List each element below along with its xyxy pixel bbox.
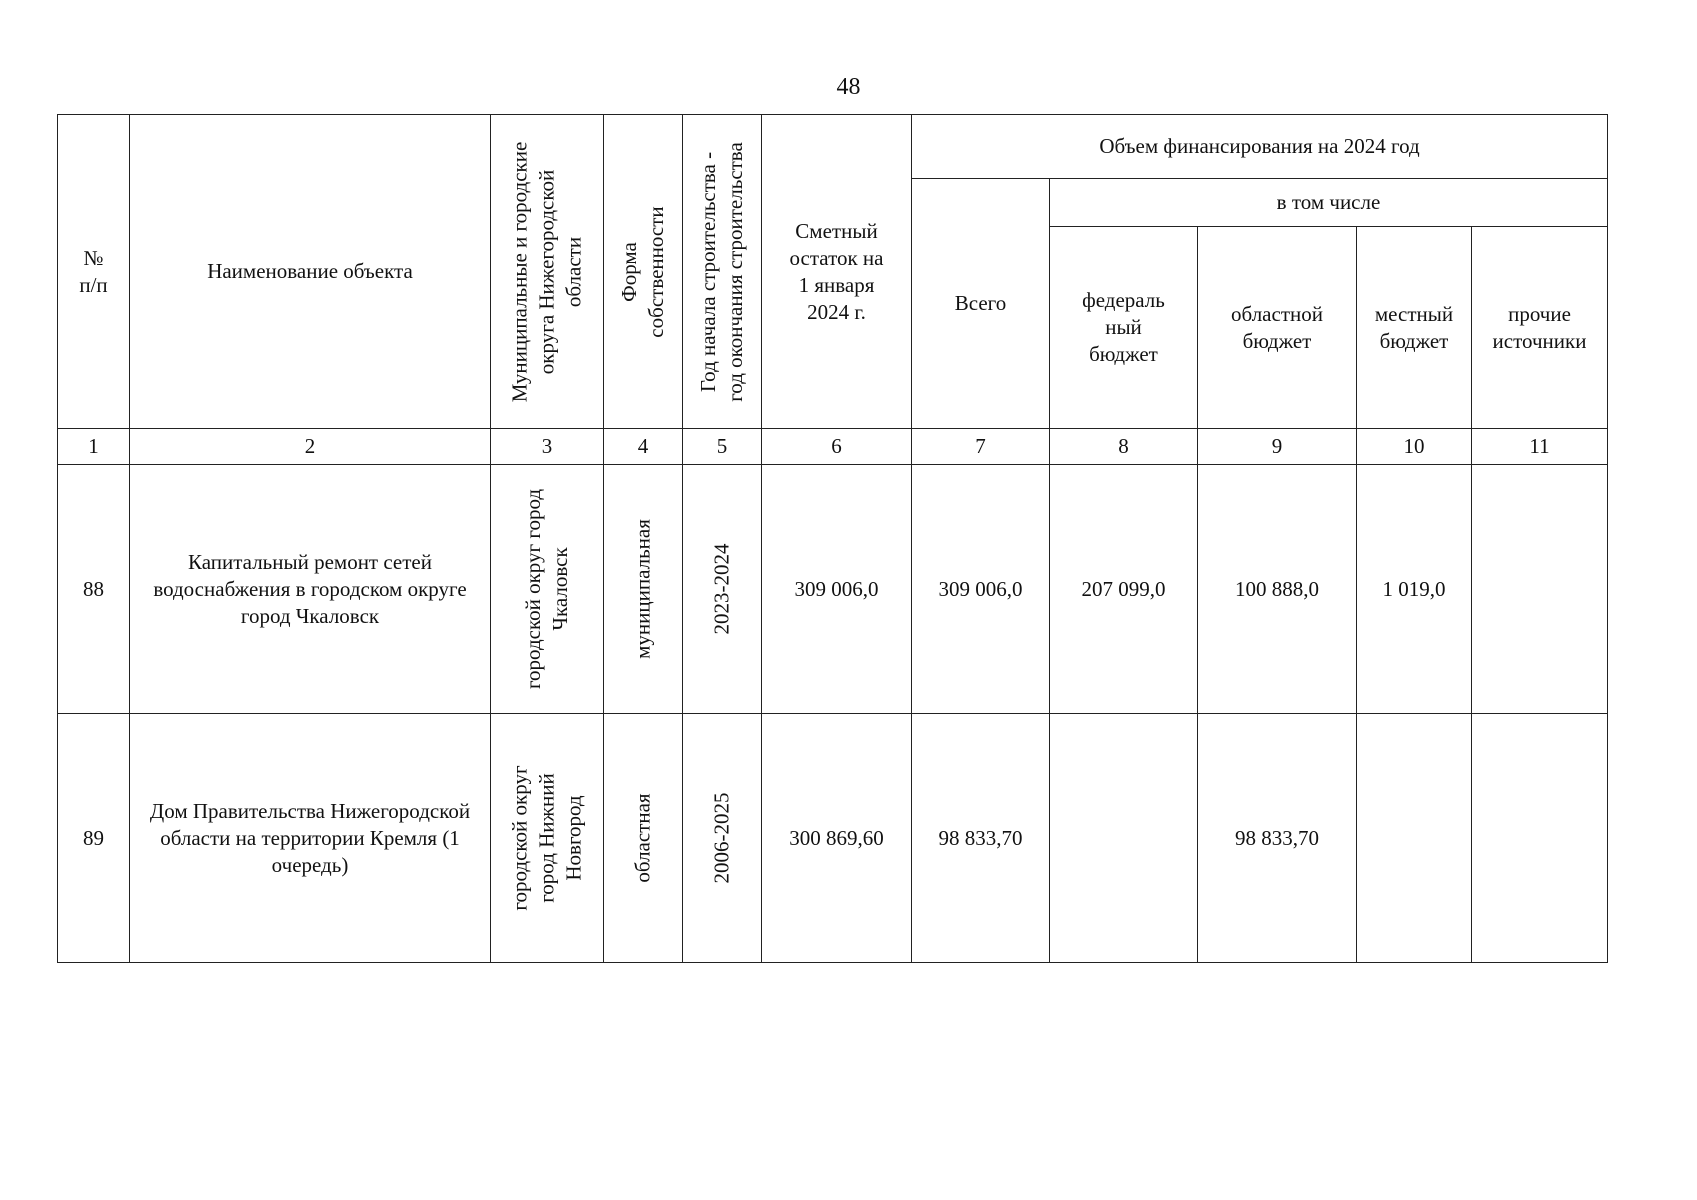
column-number: 11 bbox=[1472, 429, 1608, 465]
header-years: Год начала строительства - год окончания строительства bbox=[683, 115, 762, 429]
column-number: 9 bbox=[1198, 429, 1357, 465]
header-num: № п/п bbox=[58, 115, 130, 429]
column-number: 1 bbox=[58, 429, 130, 465]
row-estimate: 309 006,0 bbox=[762, 465, 912, 714]
table-row bbox=[58, 714, 1608, 963]
row-years: 2006-2025 bbox=[683, 714, 762, 963]
construction-budget-table bbox=[57, 114, 1608, 963]
row-other bbox=[1472, 714, 1608, 963]
row-ownership: муниципальная bbox=[604, 465, 683, 714]
row-local bbox=[1357, 714, 1472, 963]
header-municipality: Муниципальные и городские округа Нижегородской области bbox=[491, 115, 604, 429]
header-regional: областной бюджет bbox=[1198, 227, 1357, 429]
header-name: Наименование объекта bbox=[130, 115, 491, 429]
row-total: 309 006,0 bbox=[912, 465, 1050, 714]
column-number: 8 bbox=[1050, 429, 1198, 465]
row-total: 98 833,70 bbox=[912, 714, 1050, 963]
row-object-name: Капитальный ремонт сетей водоснабжения в городском округе город Чкаловск bbox=[130, 465, 491, 714]
table-row bbox=[58, 465, 1608, 714]
row-federal bbox=[1050, 714, 1198, 963]
column-number: 2 bbox=[130, 429, 491, 465]
row-years: 2023-2024 bbox=[683, 465, 762, 714]
row-regional: 98 833,70 bbox=[1198, 714, 1357, 963]
row-municipality: городской округ город Нижний Новгород bbox=[491, 714, 604, 963]
header-local: местный бюджет bbox=[1357, 227, 1472, 429]
row-regional: 100 888,0 bbox=[1198, 465, 1357, 714]
header-federal: федераль ный бюджет bbox=[1050, 227, 1198, 429]
column-number: 7 bbox=[912, 429, 1050, 465]
column-number: 6 bbox=[762, 429, 912, 465]
row-federal: 207 099,0 bbox=[1050, 465, 1198, 714]
header-estimate: Сметный остаток на 1 января 2024 г. bbox=[762, 115, 912, 429]
row-ownership: областная bbox=[604, 714, 683, 963]
column-number: 4 bbox=[604, 429, 683, 465]
row-object-name: Дом Правительства Нижегородской области на территории Кремля (1 очередь) bbox=[130, 714, 491, 963]
header-total: Всего bbox=[912, 179, 1050, 429]
column-number: 5 bbox=[683, 429, 762, 465]
header-ownership: Форма собственности bbox=[604, 115, 683, 429]
column-number-row bbox=[58, 429, 1608, 465]
page-number: 48 bbox=[836, 74, 861, 100]
header-other: прочие источники bbox=[1472, 227, 1608, 429]
row-local: 1 019,0 bbox=[1357, 465, 1472, 714]
row-num: 88 bbox=[58, 465, 130, 714]
row-municipality: городской округ город Чкаловск bbox=[491, 465, 604, 714]
column-number: 3 bbox=[491, 429, 604, 465]
row-estimate: 300 869,60 bbox=[762, 714, 912, 963]
row-other bbox=[1472, 465, 1608, 714]
header-funding-group: Объем финансирования на 2024 год bbox=[912, 115, 1608, 179]
column-number: 10 bbox=[1357, 429, 1472, 465]
row-num: 89 bbox=[58, 714, 130, 963]
header-including: в том числе bbox=[1050, 179, 1608, 227]
